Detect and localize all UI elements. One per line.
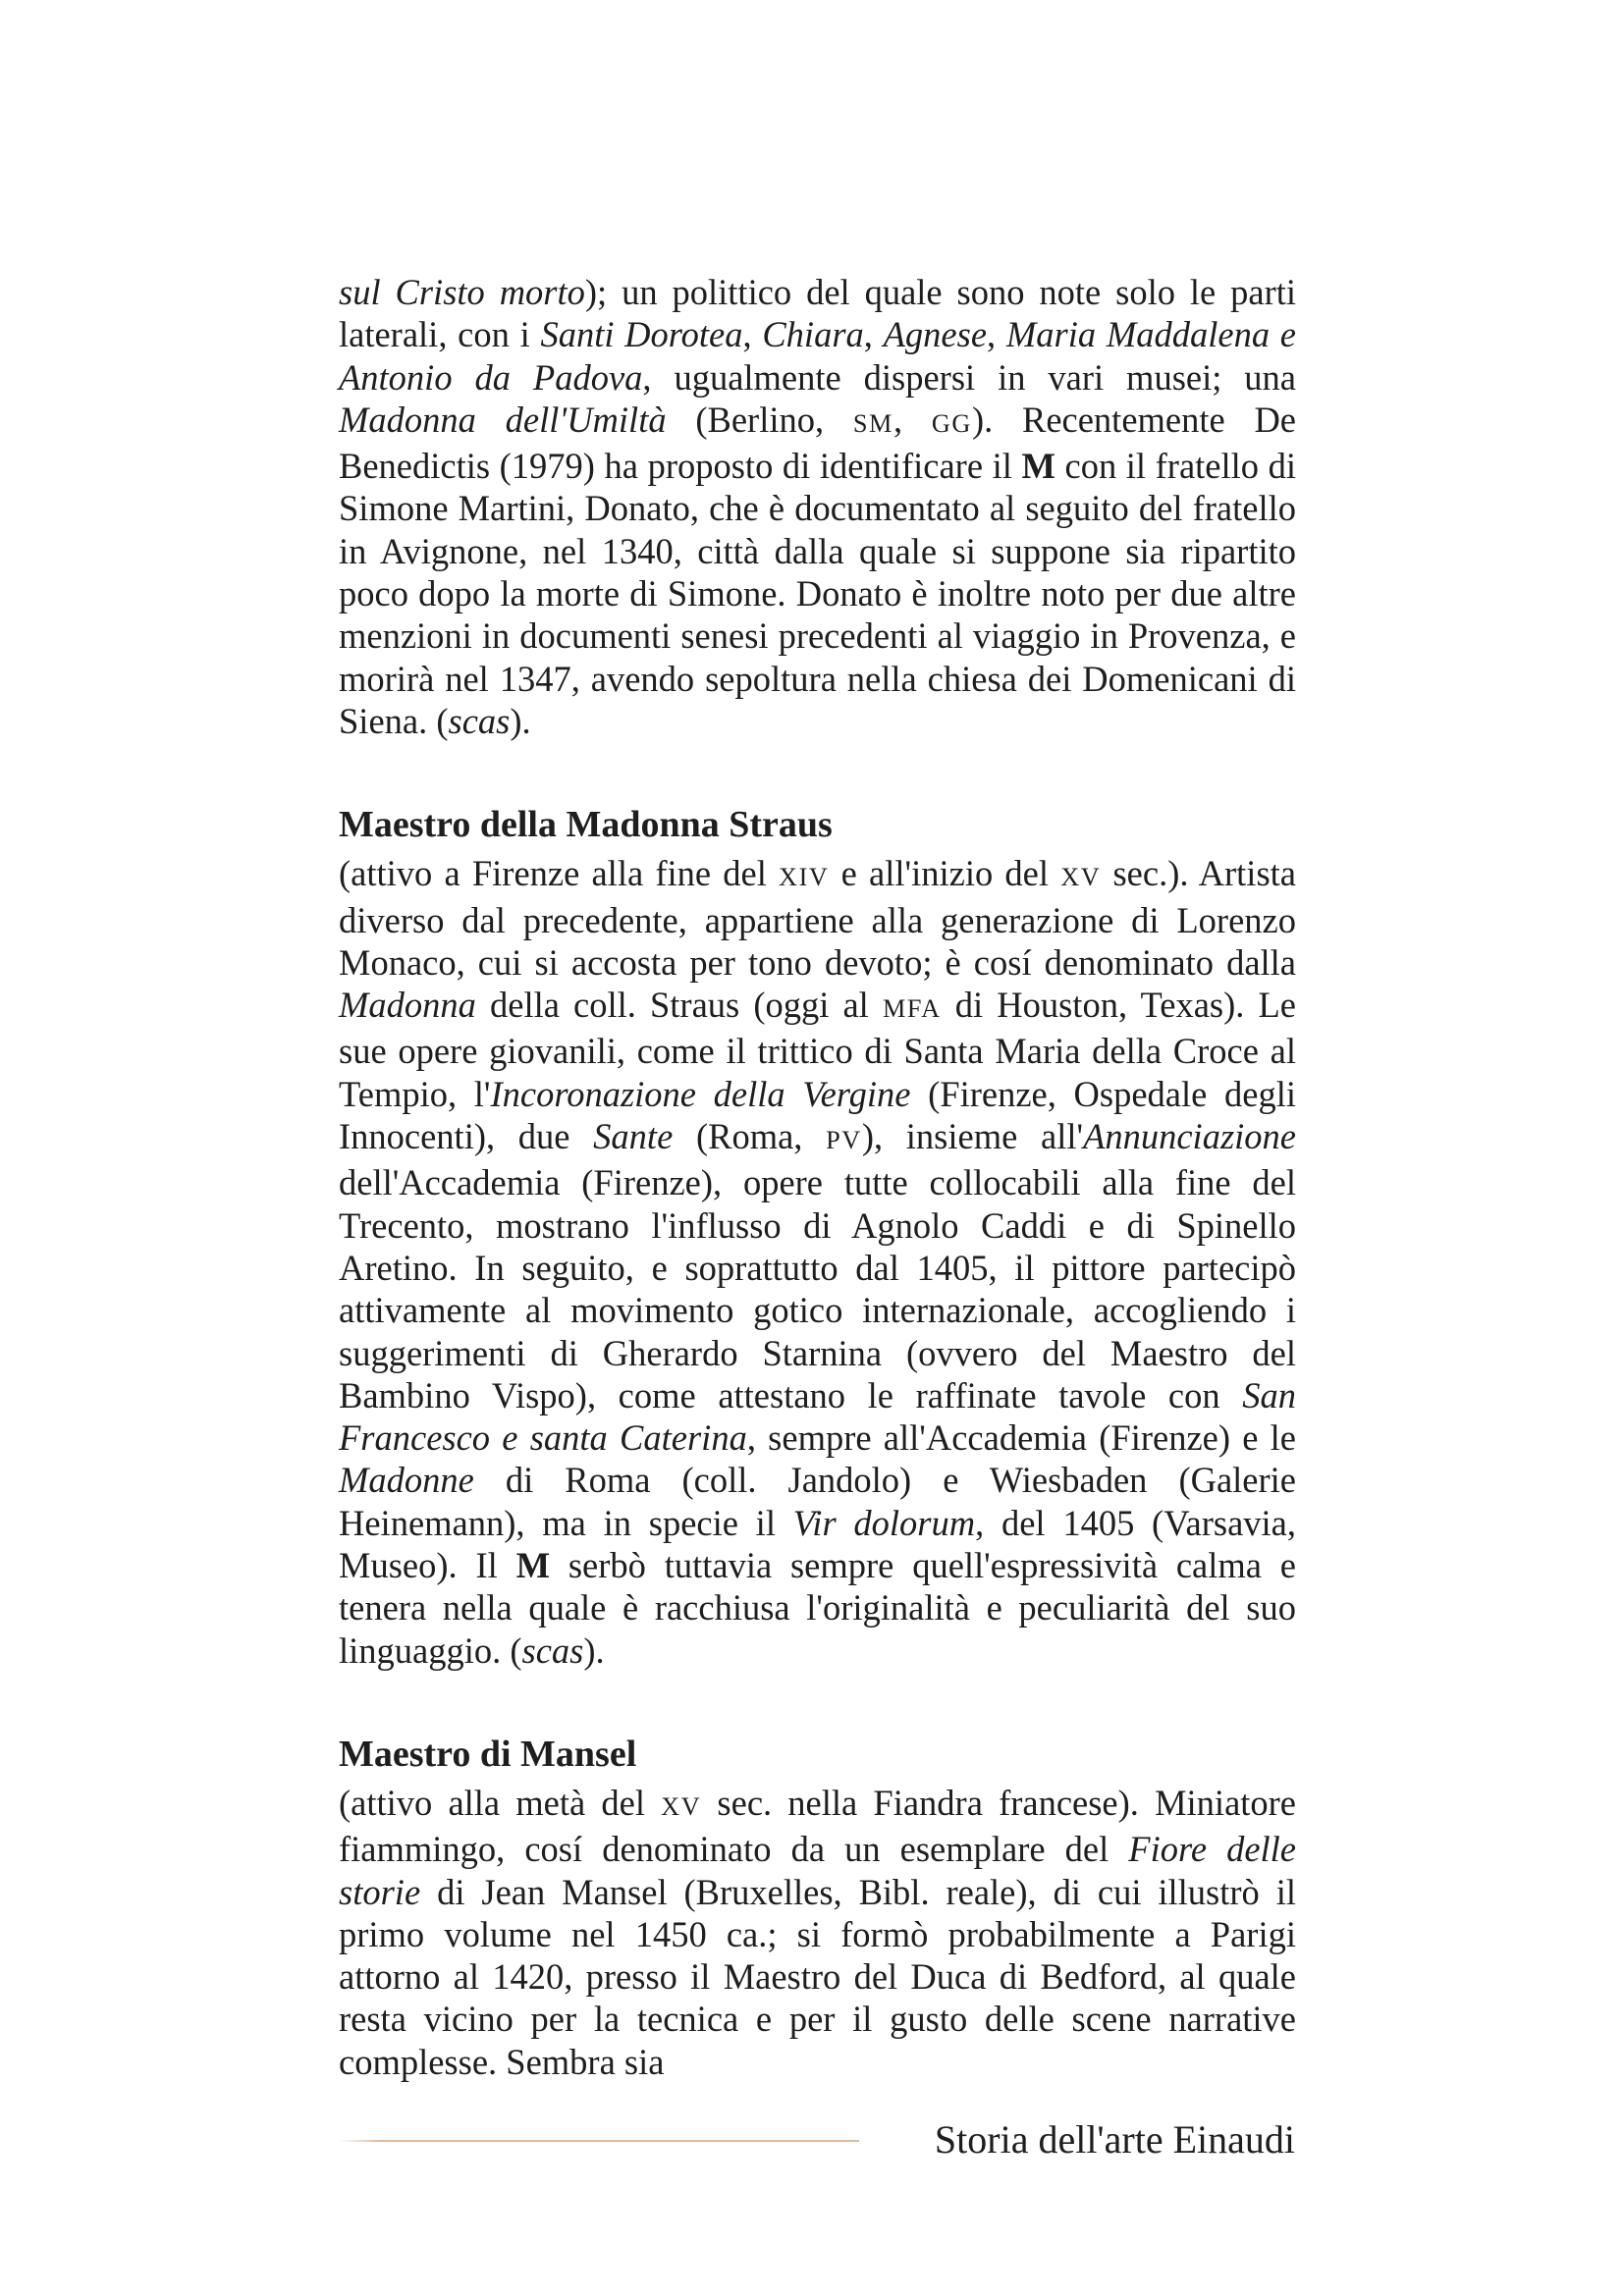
text-run: serbò tuttavia sempre quell'espressività calma e tenera nella quale è racchiusa l'originalità e peculiarità del suo linguaggio. ( <box>339 1545 1296 1671</box>
italic-title: Vir dolorum <box>792 1502 976 1543</box>
text-run: (attivo a Firenze alla fine del <box>339 853 780 894</box>
bold-abbreviation: M <box>1021 446 1055 487</box>
small-caps-abbreviation: MFA <box>882 994 942 1024</box>
text-run: e all'inizio del <box>829 853 1061 894</box>
text-run: sec. nella Fiandra francese). Miniatore fiammingo, cosí denominato da un esemplare del <box>339 1782 1297 1870</box>
text-run: (Roma, <box>673 1116 827 1157</box>
small-caps-abbreviation: XV <box>661 1791 702 1821</box>
text-run: di Houston, Texas). Le sue opere giovanili, come il trittico di Santa Maria della Croce al Tempio, l' <box>339 985 1296 1114</box>
text-run: , sempre all'Accademia (Firenze) e le <box>746 1417 1296 1459</box>
footer-title: Storia dell'arte Einaudi <box>934 2117 1295 2162</box>
italic-title: Agnese <box>883 314 988 355</box>
text-run: (attivo alla metà del <box>339 1782 662 1823</box>
text-run: (Berlino, <box>666 399 853 440</box>
italic-title: Santi Dorotea <box>540 314 743 355</box>
text-run: , <box>742 314 763 355</box>
spacer <box>339 1672 1296 1734</box>
entry-paragraph <box>339 1782 1296 2083</box>
text-run: ), insieme all' <box>861 1116 1084 1157</box>
text-run: , ugualmente dispersi in vari musei; una <box>642 356 1296 398</box>
text-run: con il fratello di Simone Martini, Donato, che è documentato al seguito del fratello in Avignone, nel 1340, città dalla quale si suppone sia ripartito poco dopo la morte di Simone. Donato è inoltre noto per due altre menzioni in documenti senesi precedenti al viaggio in Provenza, e morirà nel 1347, avendo sepoltura nella chiesa dei Domenicani di Siena. ( <box>339 446 1296 741</box>
text-run: , del 1405 (Varsavia, Museo). Il <box>339 1502 1297 1586</box>
bold-abbreviation: M <box>515 1545 551 1586</box>
small-caps-abbreviation: XIV <box>779 863 830 892</box>
italic-title: Madonna dell'Umiltà <box>339 399 667 440</box>
small-caps-abbreviation: XV <box>1060 863 1102 892</box>
text-run: di Roma (coll. Jandolo) e Wiesbaden (Galerie Heinemann), ma in specie il <box>339 1460 1296 1543</box>
footer-divider <box>339 2140 859 2142</box>
text-run: sec.). Artista diverso dal precedente, appartiene alla generazione di Lorenzo Monaco, cui si accosta per tono devoto; è cosí denominato dalla <box>339 853 1296 983</box>
text-run: , <box>893 399 932 440</box>
entry-paragraph <box>339 852 1296 1672</box>
italic-title: Sante <box>593 1116 674 1157</box>
italic-title: Maria Maddalena e Antonio da Padova <box>339 314 1296 398</box>
text-run: della coll. Straus (oggi al <box>475 985 883 1026</box>
text-run: ). Recentemente De Benedictis (1979) ha proposto di identificare il <box>339 399 1297 487</box>
entry-continuation-paragraph <box>339 271 1296 742</box>
small-caps-abbreviation: SM <box>852 408 893 438</box>
italic-title: Annunciazione <box>1083 1116 1296 1157</box>
italic-title: Madonne <box>339 1460 474 1501</box>
italic-title: San Francesco e santa Caterina <box>339 1374 1296 1459</box>
italic-title: Fiore delle storie <box>339 1829 1297 1912</box>
italic-title: sul Cristo morto <box>339 272 585 312</box>
text-run: , <box>987 314 1006 355</box>
text-run: ). <box>583 1629 605 1671</box>
entry-heading: Maestro della Madonna Straus <box>339 804 833 846</box>
italic-title: Incoronazione della Vergine <box>490 1073 911 1114</box>
text-run: ); un polittico del quale sono note solo le parti laterali, con i <box>339 272 1297 355</box>
italic-title: Chiara <box>762 314 864 355</box>
small-caps-abbreviation: GG <box>931 408 972 438</box>
small-caps-abbreviation: PV <box>826 1126 862 1155</box>
italic-title: scas <box>521 1629 584 1671</box>
entry-heading: Maestro di Mansel <box>339 1733 637 1775</box>
italic-title: scas <box>448 700 511 741</box>
italic-title: Madonna <box>339 985 476 1026</box>
text-run: dell'Accademia (Firenze), opere tutte collocabili alla fine del Trecento, mostrano l'influsso di Agnolo Caddi e di Spinello Aretino. In seguito, e soprattutto dal 1405, il pittore partecipò attivamente al movimento gotico internazionale, accogliendo i suggerimenti di Gherardo Starnina (ovvero del Maestro del Bambino Vispo), come attestano le raffinate tavole con <box>339 1162 1296 1415</box>
text-run: , <box>863 314 884 355</box>
text-run: di Jean Mansel (Bruxelles, Bibl. reale), di cui illustrò il primo volume nel 1450 ca.; si formò probabilmente a Parigi attorno al 1420, presso il Maestro del Duca di Bedford, al quale resta vicino per la tecnica e per il gusto delle scene narrative complesse. Sembra sia <box>339 1871 1296 2082</box>
text-run: (Firenze, Ospedale degli Innocenti), due <box>339 1073 1296 1157</box>
spacer <box>339 742 1296 804</box>
page-text <box>339 271 1296 2083</box>
text-run: ). <box>510 700 531 741</box>
